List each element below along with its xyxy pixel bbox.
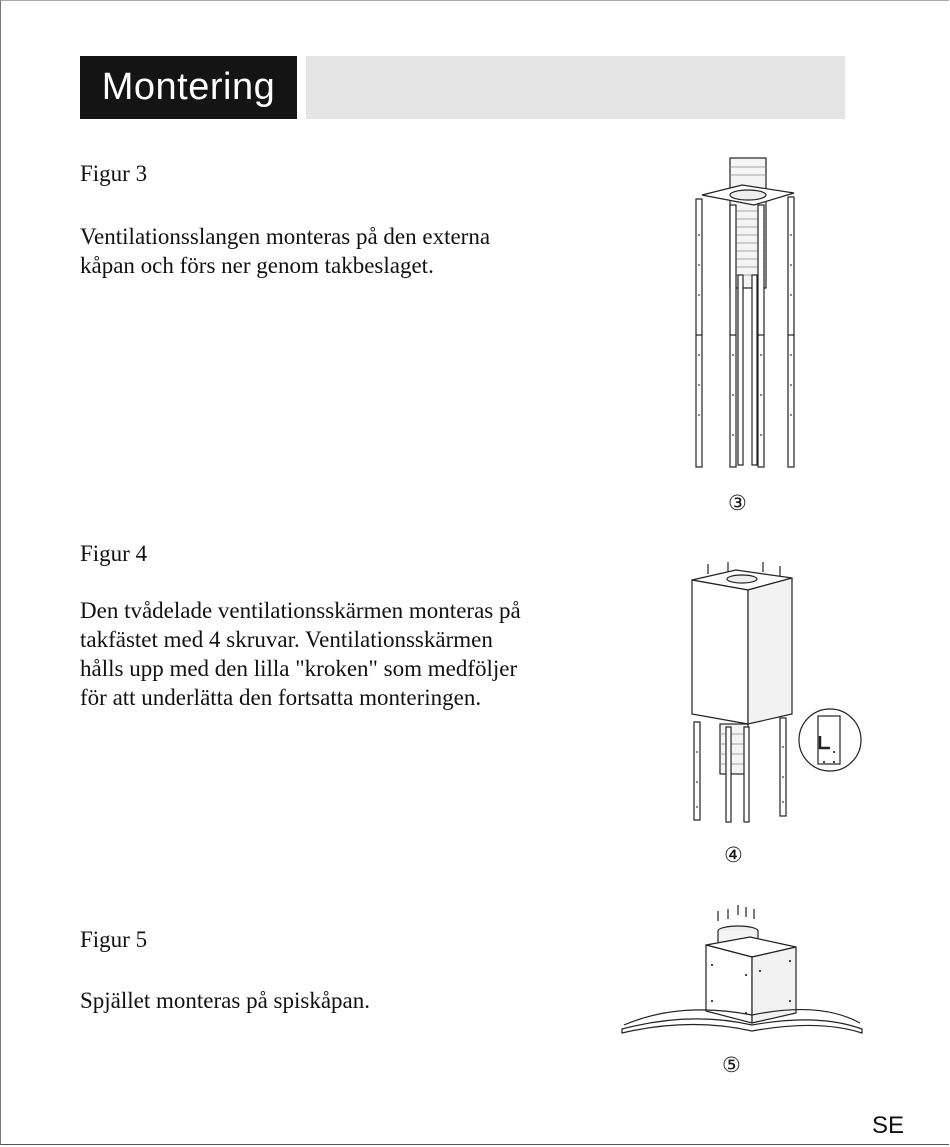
text-line: för att underlätta den fortsatta monteringen. (80, 685, 482, 710)
figure-5-number: ⑤ (722, 1053, 741, 1077)
figure-4-heading: Figur 4 (80, 541, 148, 566)
figure-5-heading: Figur 5 (80, 927, 148, 952)
header-bar (306, 56, 845, 119)
figure-3-heading: Figur 3 (80, 161, 148, 186)
figure-4-number: ④ (724, 843, 743, 867)
page-title: Montering (80, 56, 297, 119)
chimney-cover-hook-icon (688, 562, 863, 824)
text-line: hålls upp med den lilla "kroken" som medföljer (80, 656, 518, 681)
language-label: SE (872, 1112, 905, 1139)
duct-hose-bracket-icon (690, 155, 810, 475)
text-line: Ventilationsslangen monteras på den externa (80, 224, 491, 249)
text-line: takfästet med 4 skruvar. Ventilationsskärmen (80, 627, 493, 652)
damper-hood-icon (620, 905, 865, 1045)
figure-3-text (80, 222, 670, 280)
text-line: kåpan och förs ner genom takbeslaget. (80, 253, 434, 278)
figure-3-number: ③ (728, 491, 747, 515)
text-line: Den tvådelade ventilationsskärmen monteras på (80, 598, 521, 623)
figure-4-text (80, 596, 670, 712)
text-line: Spjället monteras på spiskåpan. (80, 988, 370, 1013)
figure-5-text (80, 986, 670, 1015)
